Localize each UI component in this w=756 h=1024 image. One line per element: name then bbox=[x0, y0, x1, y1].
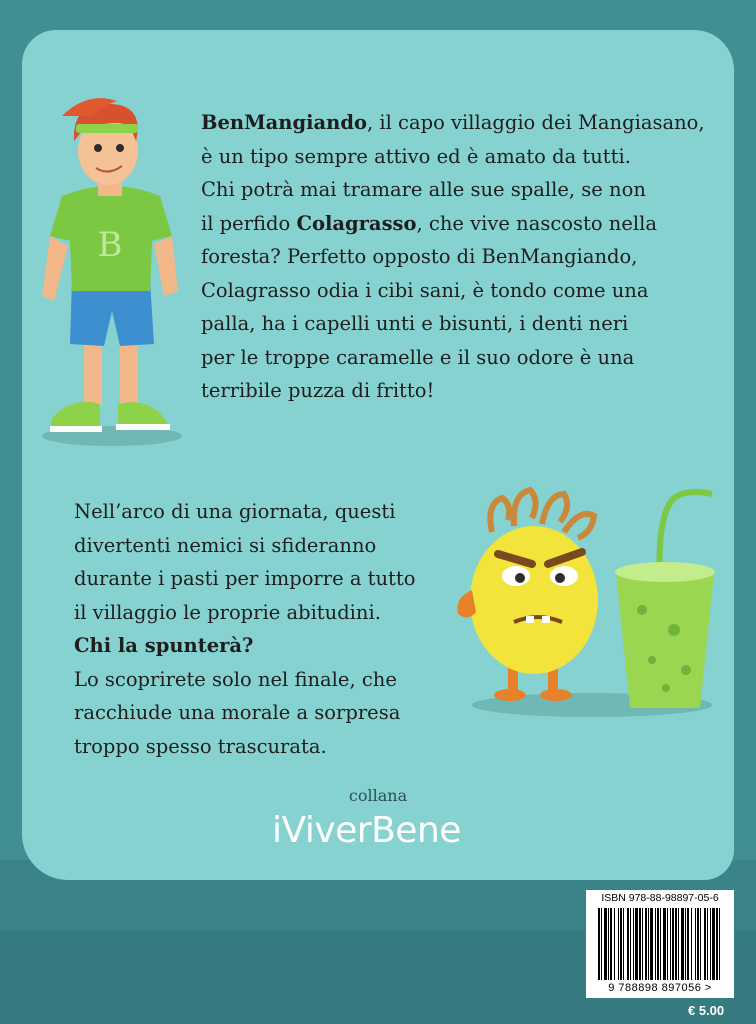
barcode-bar bbox=[660, 908, 661, 980]
text-line: il villaggio le proprie abitudini. bbox=[74, 600, 381, 624]
barcode-bar bbox=[630, 908, 631, 980]
barcode-bar bbox=[604, 908, 607, 980]
question-line: Chi la spunterà? bbox=[74, 634, 254, 657]
text-line: terribile puzza di fritto! bbox=[201, 379, 435, 402]
barcode-bar bbox=[618, 908, 619, 980]
text-line: palla, ha i capelli unti e bisunti, i denti neri bbox=[201, 312, 629, 335]
barcode-bar bbox=[681, 908, 684, 980]
barcode-bar bbox=[663, 908, 666, 980]
barcode-bar bbox=[700, 908, 701, 980]
barcode-bar bbox=[712, 908, 715, 980]
barcode-bar bbox=[657, 908, 659, 980]
text-line: per le troppe caramelle e il suo odore è una bbox=[201, 345, 635, 369]
barcode-bar bbox=[704, 908, 706, 980]
barcode-bar bbox=[610, 908, 612, 980]
barcode-bar bbox=[707, 908, 708, 980]
barcode-bar bbox=[697, 908, 699, 980]
text-line: durante i pasti per imporre a tutto bbox=[74, 567, 416, 590]
text-line: foresta? Perfetto opposto di BenMangiando, bbox=[201, 245, 638, 268]
text-line: Lo scoprirete solo nel finale, che bbox=[74, 667, 397, 691]
barcode-bar bbox=[678, 908, 679, 980]
barcode-bar bbox=[623, 908, 624, 980]
barcode-number: 9 788898 897056 > bbox=[608, 982, 712, 994]
barcode-bar bbox=[675, 908, 677, 980]
barcode-bar bbox=[716, 908, 718, 980]
barcode-bar bbox=[627, 908, 629, 980]
text-line: il perfido Colagrasso, che vive nascosto nella bbox=[201, 211, 657, 235]
barcode-bar bbox=[608, 908, 609, 980]
barcode-bar bbox=[601, 908, 602, 980]
intro-paragraph bbox=[201, 106, 706, 408]
text-line: racchiude una morale a sorpresa bbox=[74, 701, 401, 724]
barcode-bar bbox=[719, 908, 720, 980]
text-line: Chi potrà mai tramare alle sue spalle, se non bbox=[201, 178, 646, 201]
text-line: Colagrasso odia i cibi sani, è tondo come una bbox=[201, 278, 649, 302]
barcode-bar bbox=[620, 908, 622, 980]
text-line: divertenti nemici si sfideranno bbox=[74, 533, 377, 557]
barcode bbox=[596, 908, 724, 982]
colagrasso-illustration bbox=[452, 480, 728, 724]
barcode-bar bbox=[687, 908, 689, 980]
barcode-bar bbox=[639, 908, 641, 980]
price-label: € 5.00 bbox=[688, 1003, 725, 1018]
barcode-bar bbox=[685, 908, 686, 980]
barcode-bar bbox=[633, 908, 634, 980]
barcode-bar bbox=[695, 908, 696, 980]
barcode-bar bbox=[648, 908, 649, 980]
text-line: Nell’arco di una giornata, questi bbox=[74, 500, 396, 523]
text-line: è un tipo sempre attivo ed è amato da tutti. bbox=[201, 144, 631, 168]
series-label: collana bbox=[348, 786, 408, 805]
benmangiando-illustration bbox=[32, 96, 182, 456]
barcode-bar bbox=[598, 908, 600, 980]
barcode-bar bbox=[614, 908, 615, 980]
isbn-label: ISBN 978-88-98897-05-6 bbox=[601, 892, 719, 904]
shirt-letter: B bbox=[97, 225, 123, 265]
story-paragraph bbox=[74, 495, 446, 763]
barcode-bar bbox=[672, 908, 674, 980]
barcode-bar bbox=[645, 908, 647, 980]
barcode-bar bbox=[642, 908, 643, 980]
text-line: troppo spesso trascurata. bbox=[74, 734, 327, 758]
barcode-bar bbox=[670, 908, 671, 980]
barcode-box bbox=[586, 890, 734, 998]
barcode-bar bbox=[650, 908, 653, 980]
barcode-bar bbox=[655, 908, 656, 980]
barcode-bar bbox=[691, 908, 692, 980]
barcode-bar bbox=[635, 908, 638, 980]
text-line: BenMangiando, il capo villaggio dei Mangiasano, bbox=[201, 111, 705, 134]
barcode-bar bbox=[667, 908, 668, 980]
series-logo: iViverBene bbox=[272, 810, 461, 851]
barcode-bar bbox=[710, 908, 711, 980]
